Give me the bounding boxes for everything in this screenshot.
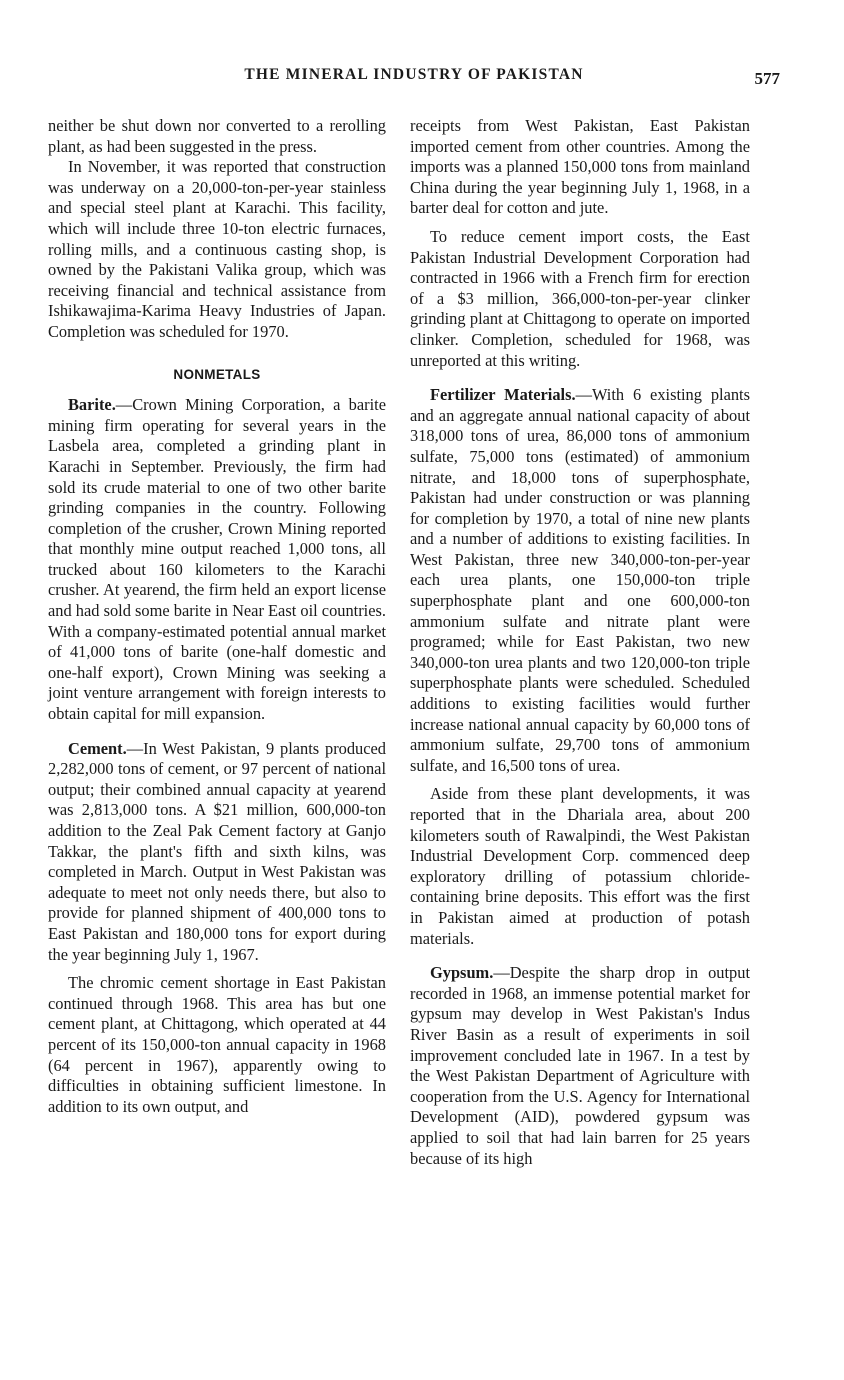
paragraph-steel-continued: neither be shut down nor converted to a rerolling plant, as had been suggested in the press. <box>48 116 386 156</box>
section-heading-nonmetals: NONMETALS <box>173 366 261 382</box>
paragraph-chromic-cement: The chromic cement shortage in East Pakistan continued through 1968. This area has but one cement plant, at Chittagong, which operated at 44 percent of its 150,000-ton annual capacity in 1968 (64 percent in 1967), apparently owing to difficulties in obtaining sufficient limestone. In addition to its own output, and <box>48 973 386 1116</box>
page-number: 577 <box>754 69 780 88</box>
paragraph-cement <box>48 739 386 966</box>
paragraph-barite <box>48 395 386 725</box>
right-column <box>410 116 750 1169</box>
running-head: THE MINERAL INDUSTRY OF PAKISTAN <box>244 66 584 83</box>
run-in-heading-cement: Cement. <box>68 738 127 758</box>
run-in-heading-fertilizer: Fertilizer Materials. <box>430 385 576 405</box>
paragraph-dhariala: Aside from these plant developments, it was reported that in the Dhariala area, about 200 kilometers south of Rawalpindi, the West Pakistan Industrial Development Corp. commenced deep exploratory drilling of potassium chloride-containing brine deposits. This effort was the first in Pakistan aimed at production of potash materials. <box>410 784 750 948</box>
paragraph-steel-plant: In November, it was reported that construction was underway on a 20,000-ton-per-year stainless and special steel plant at Karachi. This facility, which will include three 10-ton electric furnaces, rolling mills, and a continuous casting shop, is owned by the Pakistani Valika group, which was receiving financial and technical assistance from Ishikawajima-Karima Heavy Industries of Japan. Completion was scheduled for 1970. <box>48 157 386 341</box>
paragraph-fertilizer <box>410 385 750 776</box>
left-column <box>48 116 386 1117</box>
run-in-heading-barite: Barite. <box>68 395 116 415</box>
paragraph-fertilizer-text: —With 6 existing plants and an aggregate annual national capacity of about 318,000 tons of urea, 86,000 tons of ammonium sulfate, 75,000 tons (estimated) of ammonium nitrate, and 18,000 tons of superphosphate, Pakistan had under construction or was planning for completion by 1970, a total of nine new plants and a number of additions to existing facilities. In West Pakistan, three new 340,000-ton-per-year each urea plants, one 150,000-ton triple superphosphate plant and one 600,000-ton ammonium sulfate and nitrate plant were programed; while for East Pakistan, two new 340,000-ton urea plants and two 120,000-ton triple superphosphate plants were scheduled. Scheduled additions to existing facilities would further increase national annual capacity by 60,000 tons of ammonium sulfate, 29,700 tons of ammonium sulfate, and 16,500 tons of urea. <box>410 385 750 775</box>
paragraph-gypsum-text: —Despite the sharp drop in output recorded in 1968, an immense potential market for gypsum may develop in West Pakistan's Indus River Basin as a result of experiments in soil improvement concluded late in 1967. In a test by the West Pakistan Department of Agriculture with cooperation from the U.S. Agency for International Development (AID), powdered gypsum was applied to soil that had lain barren for 25 years because of its high <box>410 963 750 1168</box>
paragraph-barite-text: —Crown Mining Corporation, a barite mining firm operating for several years in the Lasbela area, completed a grinding plant in Karachi in September. Previously, the firm had sold its crude material to one of two other barite grinding companies in the country. Following completion of the crusher, Crown Mining reported that monthly mine output reached 1,000 tons, all trucked about 160 kilometers to the Karachi crusher. At yearend, the firm held an export license and had sold some barite in Near East oil countries. With a company-estimated potential annual market of 41,000 tons of barite (one-half domestic and one-half export), Crown Mining was seeking a joint venture arrangement with foreign interests to obtain capital for mill expansion. <box>48 395 386 724</box>
run-in-heading-gypsum: Gypsum. <box>430 963 494 983</box>
paragraph-gypsum <box>410 963 750 1169</box>
paragraph-cement-text: —In West Pakistan, 9 plants produced 2,282,000 tons of cement, or 97 percent of national output; their combined annual capacity at yearend was 2,813,000 tons. A $21 million, 600,000-ton addition to the Zeal Pak Cement factory at Ganjo Takkar, the plant's fifth and sixth kilns, was completed in March. Output in West Pakistan was adequate to meet not only needs there, but also to provide for planned shipment of 400,000 tons to East Pakistan and 180,000 tons for export during the year beginning July 1, 1967. <box>48 738 386 964</box>
paragraph-clinker-plant: To reduce cement import costs, the East Pakistan Industrial Development Corporation had contracted in 1966 with a French firm for erection of a $3 million, 366,000-ton-per-year clinker grinding plant at Chittagong to operate on imported clinker. Completion, scheduled for 1968, was unreported at this writing. <box>410 226 750 370</box>
paragraph-cement-imports: receipts from West Pakistan, East Pakistan imported cement from other countries. Among the imports was a planned 150,000 tons from mainland China during the year beginning July 1, 1968, in a barter deal for cotton and jute. <box>410 116 750 218</box>
